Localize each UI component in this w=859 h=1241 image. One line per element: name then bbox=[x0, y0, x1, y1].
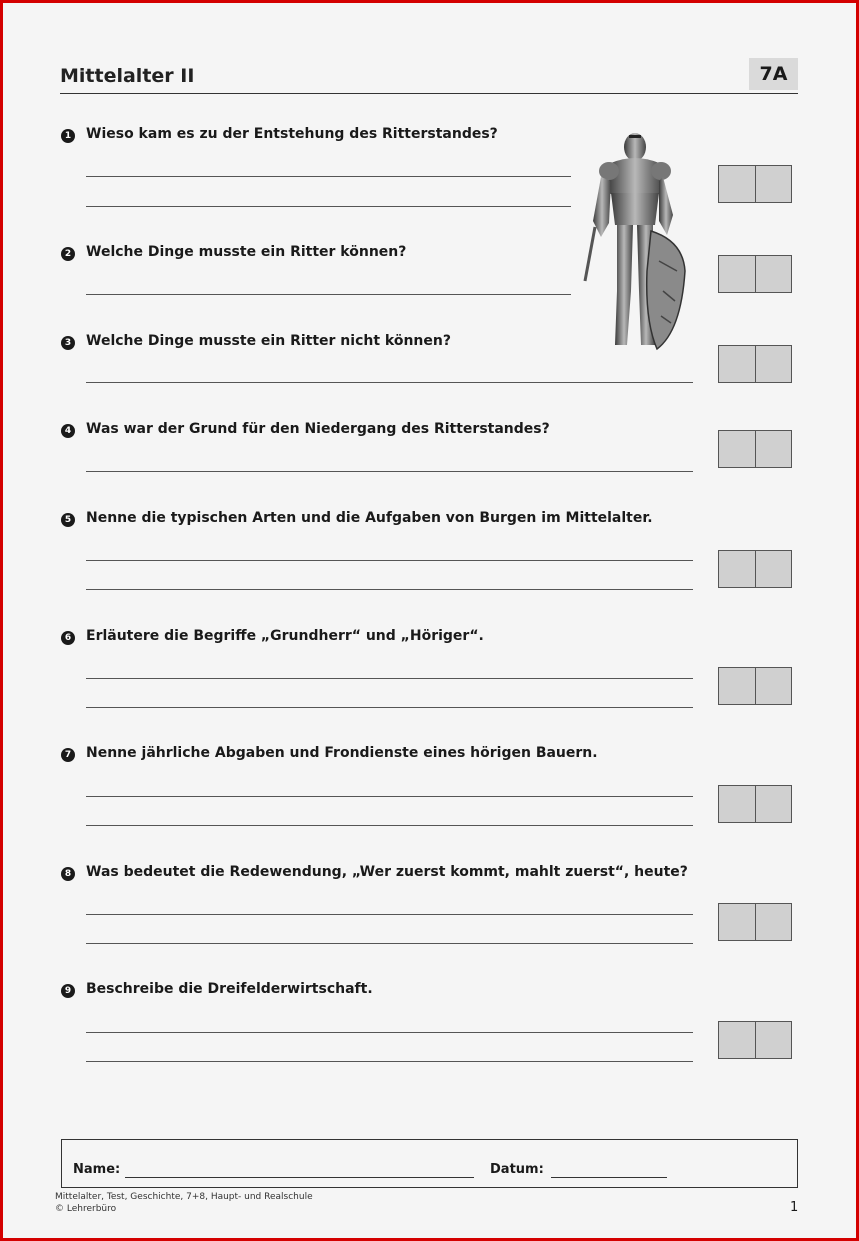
name-label: Name: bbox=[73, 1162, 121, 1177]
knight-armor-icon bbox=[581, 131, 689, 351]
date-field[interactable] bbox=[551, 1177, 667, 1178]
score-box-6[interactable] bbox=[718, 667, 792, 705]
score-box-4[interactable] bbox=[718, 430, 792, 468]
answer-line[interactable] bbox=[86, 707, 693, 708]
answer-line[interactable] bbox=[86, 1032, 693, 1033]
answer-line[interactable] bbox=[86, 206, 571, 207]
grade-badge: 7A bbox=[749, 58, 798, 90]
answer-line[interactable] bbox=[86, 589, 693, 590]
answer-line[interactable] bbox=[86, 678, 693, 679]
question-text-4: Was war der Grund für den Niedergang des Ritterstandes? bbox=[86, 421, 550, 437]
score-box-7[interactable] bbox=[718, 785, 792, 823]
question-text-2: Welche Dinge musste ein Ritter können? bbox=[86, 244, 407, 260]
page-title: Mittelalter II bbox=[60, 65, 195, 87]
copyright-line: © Lehrerbüro bbox=[55, 1204, 117, 1214]
answer-line[interactable] bbox=[86, 943, 693, 944]
score-box-1[interactable] bbox=[718, 165, 792, 203]
score-box-3[interactable] bbox=[718, 345, 792, 383]
answer-line[interactable] bbox=[86, 796, 693, 797]
answer-line[interactable] bbox=[86, 471, 693, 472]
question-number-5: 5 bbox=[61, 513, 75, 527]
score-box-2[interactable] bbox=[718, 255, 792, 293]
answer-line[interactable] bbox=[86, 560, 693, 561]
question-number-3: 3 bbox=[61, 336, 75, 350]
answer-line[interactable] bbox=[86, 382, 693, 383]
answer-line[interactable] bbox=[86, 294, 571, 295]
question-number-6: 6 bbox=[61, 631, 75, 645]
question-number-7: 7 bbox=[61, 748, 75, 762]
question-number-4: 4 bbox=[61, 424, 75, 438]
answer-line[interactable] bbox=[86, 1061, 693, 1062]
credit-line: Mittelalter, Test, Geschichte, 7+8, Haupt- und Realschule bbox=[55, 1192, 313, 1202]
question-text-5: Nenne die typischen Arten und die Aufgaben von Burgen im Mittelalter. bbox=[86, 510, 653, 526]
question-number-9: 9 bbox=[61, 984, 75, 998]
header-divider bbox=[60, 93, 798, 94]
question-text-3: Welche Dinge musste ein Ritter nicht können? bbox=[86, 333, 451, 349]
question-text-7: Nenne jährliche Abgaben und Frondienste eines hörigen Bauern. bbox=[86, 745, 598, 761]
score-box-8[interactable] bbox=[718, 903, 792, 941]
date-label: Datum: bbox=[490, 1162, 544, 1177]
score-box-9[interactable] bbox=[718, 1021, 792, 1059]
question-text-8: Was bedeutet die Redewendung, „Wer zuerst kommt, mahlt zuerst“, heute? bbox=[86, 864, 688, 880]
question-number-2: 2 bbox=[61, 247, 75, 261]
question-number-1: 1 bbox=[61, 129, 75, 143]
answer-line[interactable] bbox=[86, 176, 571, 177]
question-text-6: Erläutere die Begriffe „Grundherr“ und „Höriger“. bbox=[86, 628, 484, 644]
score-box-5[interactable] bbox=[718, 550, 792, 588]
question-text-9: Beschreibe die Dreifelderwirtschaft. bbox=[86, 981, 373, 997]
name-field[interactable] bbox=[125, 1177, 474, 1178]
name-date-box bbox=[61, 1139, 798, 1188]
question-number-8: 8 bbox=[61, 867, 75, 881]
answer-line[interactable] bbox=[86, 825, 693, 826]
page-number: 1 bbox=[790, 1200, 799, 1215]
question-text-1: Wieso kam es zu der Entstehung des Ritterstandes? bbox=[86, 126, 498, 142]
answer-line[interactable] bbox=[86, 914, 693, 915]
